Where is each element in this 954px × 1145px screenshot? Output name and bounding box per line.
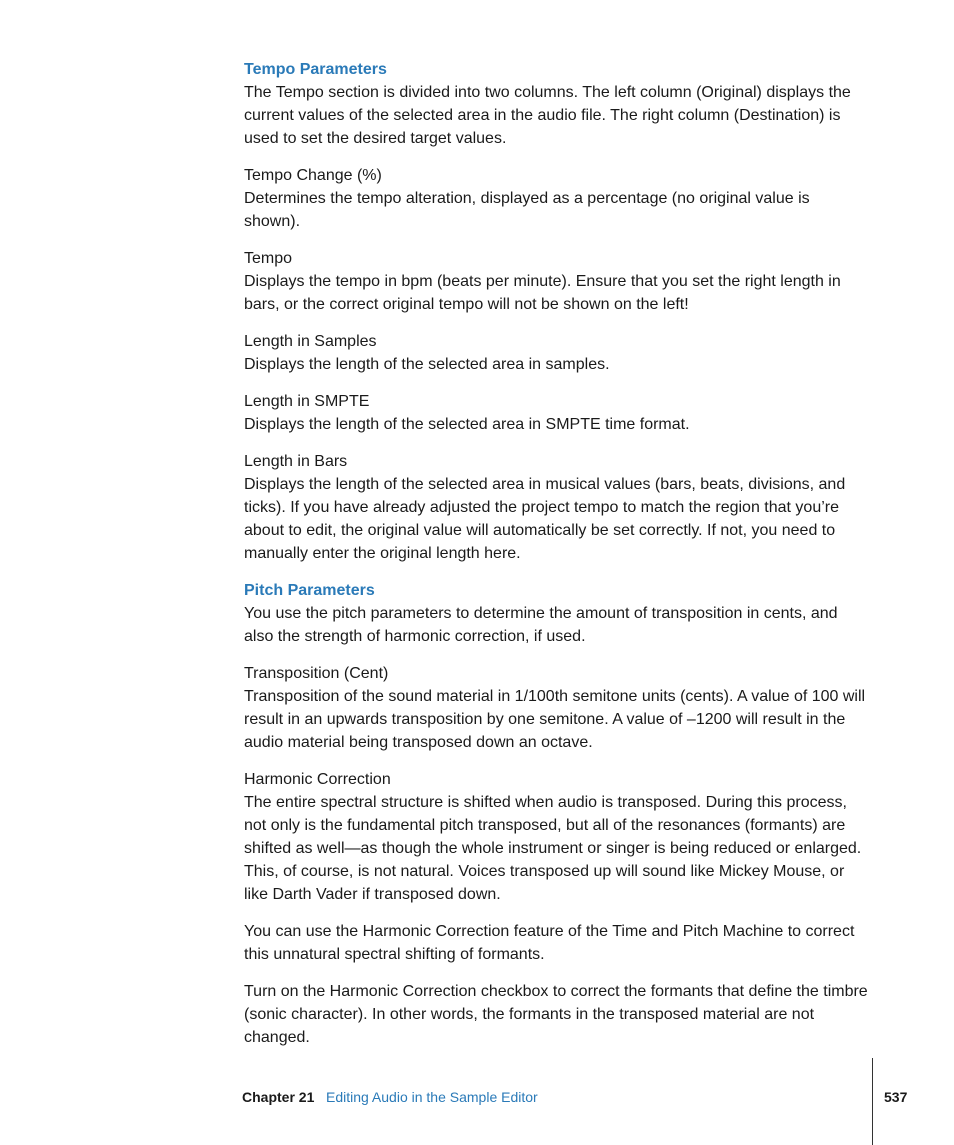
page-footer <box>0 1058 954 1145</box>
transposition-body: Transposition of the sound material in 1/100th semitone units (cents). A value of 100 will result in an upwards transposition by one semitone. A value of –1200 will result in the audio material being transposed down an octave. <box>244 688 866 751</box>
harmonic-correction-title: Harmonic Correction <box>244 771 391 788</box>
harmonic-correction-usage-text: You can use the Harmonic Correction feature of the Time and Pitch Machine to correct this unnatural spectral shifting of formants. <box>244 923 855 963</box>
tempo-change-body: Determines the tempo alteration, displayed as a percentage (no original value is shown). <box>244 190 810 230</box>
length-in-bars-item <box>244 450 868 565</box>
pitch-intro-paragraph: You use the pitch parameters to determine the amount of transposition in cents, and also the strength of harmonic correction, if used. <box>244 605 838 645</box>
length-in-bars-title: Length in Bars <box>244 453 348 470</box>
harmonic-correction-paragraph-3 <box>244 980 868 1049</box>
footer-divider <box>872 1058 873 1145</box>
tempo-title: Tempo <box>244 250 293 267</box>
tempo-parameters-heading: Tempo Parameters <box>244 61 387 78</box>
length-in-samples-body: Displays the length of the selected area in samples. <box>244 356 610 373</box>
tempo-change-item <box>244 164 868 233</box>
length-in-bars-body: Displays the length of the selected area in musical values (bars, beats, divisions, and ticks). If you have already adjusted the project tempo to match the region that you’re about to edit, the original value will automatically be set correctly. If not, you need to manually enter the original length here. <box>244 476 846 562</box>
pitch-parameters-heading: Pitch Parameters <box>244 582 375 599</box>
tempo-body: Displays the tempo in bpm (beats per minute). Ensure that you set the right length in bars, or the correct original tempo will not be shown on the left! <box>244 273 841 313</box>
tempo-change-title: Tempo Change (%) <box>244 167 382 184</box>
harmonic-correction-paragraph-2 <box>244 920 868 966</box>
harmonic-correction-item <box>244 768 868 906</box>
footer-chapter-label: Chapter 21 <box>242 1089 315 1105</box>
length-in-smpte-title: Length in SMPTE <box>244 393 370 410</box>
harmonic-correction-checkbox-text: Turn on the Harmonic Correction checkbox to correct the formants that define the timbre (sonic character). In other words, the formants in the transposed material are not changed. <box>244 983 868 1046</box>
transposition-title: Transposition (Cent) <box>244 665 389 682</box>
harmonic-correction-body: The entire spectral structure is shifted when audio is transposed. During this process, not only is the fundamental pitch transposed, but all of the resonances (formants) are shifted as well—as though the whole instrument or singer is being reduced or enlarged. This, of course, is not natural. Voices transposed up will sound like Mickey Mouse, or like Darth Vader if transposed down. <box>244 794 862 903</box>
pitch-parameters-section <box>244 579 868 648</box>
tempo-parameters-section <box>244 58 868 150</box>
length-in-smpte-body: Displays the length of the selected area in SMPTE time format. <box>244 416 690 433</box>
footer-chapter-title: Editing Audio in the Sample Editor <box>326 1089 538 1105</box>
length-in-samples-title: Length in Samples <box>244 333 377 350</box>
length-in-samples-item <box>244 330 868 376</box>
length-in-smpte-item <box>244 390 868 436</box>
page-content <box>244 58 868 1063</box>
tempo-intro-paragraph: The Tempo section is divided into two columns. The left column (Original) displays the current values of the selected area in the audio file. The right column (Destination) is used to set the desired target values. <box>244 84 851 147</box>
transposition-item <box>244 662 868 754</box>
footer-page-number: 537 <box>884 1089 908 1105</box>
tempo-item <box>244 247 868 316</box>
